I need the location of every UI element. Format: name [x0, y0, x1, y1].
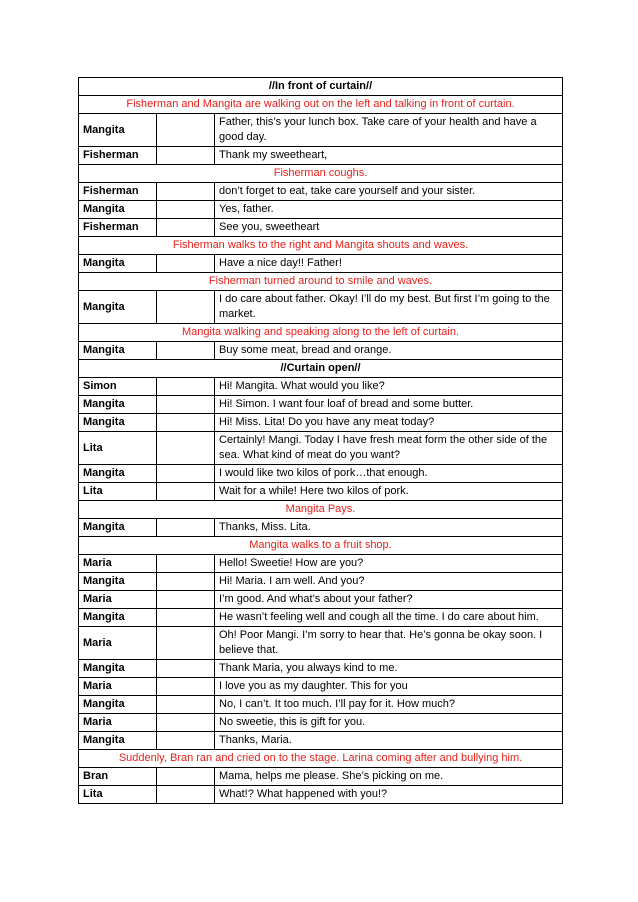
stage-direction-row: [79, 324, 563, 342]
dialogue-text: Yes, father.: [215, 201, 563, 219]
empty-cell: [157, 573, 215, 591]
dialogue-text: I do care about father. Okay! I’ll do my best. But first I’m going to the market.: [215, 291, 563, 324]
stage-direction: Suddenly, Bran ran and cried on to the stage. Larina coming after and bullying him.: [79, 750, 563, 768]
dialogue-text: Thank my sweetheart,: [215, 147, 563, 165]
speaker-name: Bran: [79, 768, 157, 786]
empty-cell: [157, 201, 215, 219]
stage-direction-row: [79, 273, 563, 291]
speaker-name: Maria: [79, 627, 157, 660]
stage-direction-row: [79, 750, 563, 768]
speaker-name: Mangita: [79, 573, 157, 591]
speaker-name: Mangita: [79, 660, 157, 678]
empty-cell: [157, 609, 215, 627]
empty-cell: [157, 147, 215, 165]
stage-direction: Mangita walking and speaking along to the left of curtain.: [79, 324, 563, 342]
stage-direction: Mangita Pays.: [79, 501, 563, 519]
stage-direction-row: [79, 237, 563, 255]
dialogue-row: [79, 627, 563, 660]
empty-cell: [157, 696, 215, 714]
stage-direction: Fisherman walks to the right and Mangita shouts and waves.: [79, 237, 563, 255]
empty-cell: [157, 378, 215, 396]
empty-cell: [157, 786, 215, 804]
dialogue-row: [79, 555, 563, 573]
dialogue-row: [79, 483, 563, 501]
dialogue-row: [79, 414, 563, 432]
stage-direction-row: [79, 96, 563, 114]
empty-cell: [157, 291, 215, 324]
empty-cell: [157, 678, 215, 696]
dialogue-text: See you, sweetheart: [215, 219, 563, 237]
empty-cell: [157, 465, 215, 483]
dialogue-text: Mama, helps me please. She’s picking on me.: [215, 768, 563, 786]
dialogue-row: [79, 255, 563, 273]
empty-cell: [157, 660, 215, 678]
empty-cell: [157, 768, 215, 786]
stage-direction: Fisherman turned around to smile and waves.: [79, 273, 563, 291]
scene-heading-row: [79, 78, 563, 96]
speaker-name: Lita: [79, 786, 157, 804]
dialogue-text: No sweetie, this is gift for you.: [215, 714, 563, 732]
dialogue-text: Hi! Simon. I want four loaf of bread and some butter.: [215, 396, 563, 414]
dialogue-text: Have a nice day!! Father!: [215, 255, 563, 273]
dialogue-row: [79, 378, 563, 396]
dialogue-text: Wait for a while! Here two kilos of pork.: [215, 483, 563, 501]
speaker-name: Lita: [79, 432, 157, 465]
empty-cell: [157, 432, 215, 465]
dialogue-text: He wasn’t feeling well and cough all the time. I do care about him.: [215, 609, 563, 627]
dialogue-text: Certainly! Mangi. Today I have fresh meat form the other side of the sea. What kind of meat do you want?: [215, 432, 563, 465]
empty-cell: [157, 342, 215, 360]
scene-heading-row: [79, 360, 563, 378]
speaker-name: Maria: [79, 678, 157, 696]
empty-cell: [157, 555, 215, 573]
dialogue-row: [79, 114, 563, 147]
dialogue-row: [79, 768, 563, 786]
speaker-name: Lita: [79, 483, 157, 501]
speaker-name: Mangita: [79, 732, 157, 750]
empty-cell: [157, 627, 215, 660]
dialogue-row: [79, 291, 563, 324]
speaker-name: Fisherman: [79, 183, 157, 201]
stage-direction-row: [79, 501, 563, 519]
speaker-name: Fisherman: [79, 219, 157, 237]
speaker-name: Simon: [79, 378, 157, 396]
empty-cell: [157, 519, 215, 537]
speaker-name: Fisherman: [79, 147, 157, 165]
speaker-name: Mangita: [79, 519, 157, 537]
dialogue-row: [79, 147, 563, 165]
dialogue-row: [79, 183, 563, 201]
empty-cell: [157, 714, 215, 732]
empty-cell: [157, 396, 215, 414]
speaker-name: Mangita: [79, 465, 157, 483]
stage-direction: Fisherman and Mangita are walking out on the left and talking in front of curtain.: [79, 96, 563, 114]
speaker-name: Mangita: [79, 414, 157, 432]
speaker-name: Mangita: [79, 114, 157, 147]
stage-direction-row: [79, 165, 563, 183]
speaker-name: Mangita: [79, 291, 157, 324]
stage-direction: Mangita walks to a fruit shop.: [79, 537, 563, 555]
dialogue-row: [79, 342, 563, 360]
empty-cell: [157, 414, 215, 432]
speaker-name: Mangita: [79, 342, 157, 360]
dialogue-row: [79, 201, 563, 219]
empty-cell: [157, 732, 215, 750]
dialogue-text: No, I can’t. It too much. I’ll pay for it. How much?: [215, 696, 563, 714]
speaker-name: Maria: [79, 591, 157, 609]
dialogue-row: [79, 678, 563, 696]
dialogue-text: I love you as my daughter. This for you: [215, 678, 563, 696]
dialogue-text: I would like two kilos of pork…that enough.: [215, 465, 563, 483]
dialogue-row: [79, 732, 563, 750]
dialogue-row: [79, 591, 563, 609]
dialogue-row: [79, 786, 563, 804]
dialogue-row: [79, 219, 563, 237]
dialogue-text: Thanks, Maria.: [215, 732, 563, 750]
speaker-name: Maria: [79, 555, 157, 573]
empty-cell: [157, 219, 215, 237]
dialogue-text: Hi! Maria. I am well. And you?: [215, 573, 563, 591]
dialogue-row: [79, 519, 563, 537]
dialogue-row: [79, 573, 563, 591]
speaker-name: Mangita: [79, 255, 157, 273]
script-table: [78, 77, 563, 804]
dialogue-row: [79, 609, 563, 627]
dialogue-text: I’m good. And what’s about your father?: [215, 591, 563, 609]
dialogue-text: Father, this’s your lunch box. Take care of your health and have a good day.: [215, 114, 563, 147]
speaker-name: Mangita: [79, 696, 157, 714]
dialogue-text: Hi! Mangita. What would you like?: [215, 378, 563, 396]
stage-direction: Fisherman coughs.: [79, 165, 563, 183]
empty-cell: [157, 591, 215, 609]
empty-cell: [157, 483, 215, 501]
empty-cell: [157, 114, 215, 147]
speaker-name: Mangita: [79, 201, 157, 219]
speaker-name: Maria: [79, 714, 157, 732]
dialogue-text: don’t forget to eat, take care yourself and your sister.: [215, 183, 563, 201]
dialogue-text: Oh! Poor Mangi. I’m sorry to hear that. He’s gonna be okay soon. I believe that.: [215, 627, 563, 660]
dialogue-text: Thanks, Miss. Lita.: [215, 519, 563, 537]
dialogue-row: [79, 660, 563, 678]
empty-cell: [157, 183, 215, 201]
dialogue-row: [79, 696, 563, 714]
script-body: [79, 78, 563, 804]
dialogue-row: [79, 396, 563, 414]
dialogue-text: What!? What happened with you!?: [215, 786, 563, 804]
speaker-name: Mangita: [79, 609, 157, 627]
speaker-name: Mangita: [79, 396, 157, 414]
scene-heading: //In front of curtain//: [79, 78, 563, 96]
stage-direction-row: [79, 537, 563, 555]
dialogue-text: Hello! Sweetie! How are you?: [215, 555, 563, 573]
dialogue-row: [79, 432, 563, 465]
dialogue-text: Thank Maria, you always kind to me.: [215, 660, 563, 678]
dialogue-text: Hi! Miss. Lita! Do you have any meat today?: [215, 414, 563, 432]
dialogue-row: [79, 465, 563, 483]
dialogue-text: Buy some meat, bread and orange.: [215, 342, 563, 360]
dialogue-row: [79, 714, 563, 732]
scene-heading: //Curtain open//: [79, 360, 563, 378]
empty-cell: [157, 255, 215, 273]
